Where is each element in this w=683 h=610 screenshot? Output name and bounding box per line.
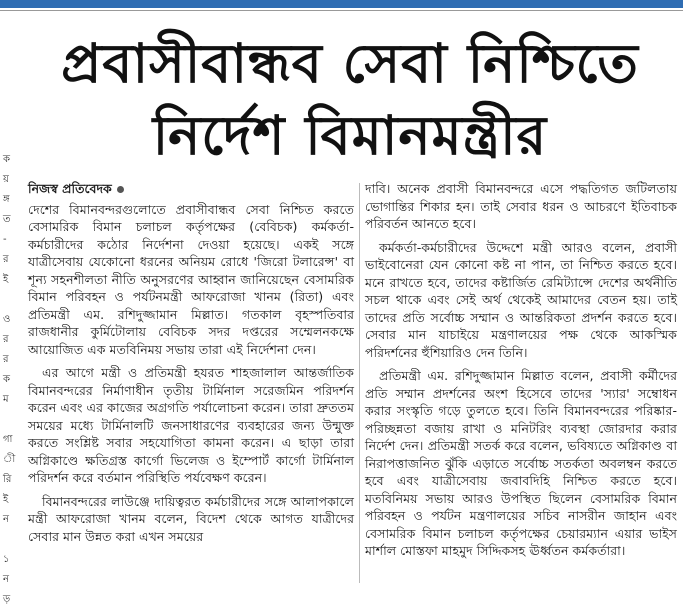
strip-fragment: ই (3, 274, 9, 285)
paragraph: প্রতিমন্ত্রী এম. রশিদুজ্জামান মিল্লাত বলেন, প্রবাসী কর্মীদের প্রতি সম্মান প্রদর্শনের অংশ হিসেবে তাদের 'স্যার' সম্বোধন করার সংস্কৃতি গড়ে তুলতে হবে। তিনি বিমানবন্দরের পরিষ্কার-পরিচ্ছন্নতা বজায় রাখা ও মনিটরিং ব্যবস্থা জোরদার করার নির্দেশ দেন। প্রতিমন্ত্রী সতর্ক করে বলেন, ভবিষ্যতে অগ্নিকাণ্ড বা নিরাপত্তাজনিত ঝুঁকি এড়াতে সর্বোচ্চ সতর্কতা অবলম্বন করতে হবে এবং যাত্রীসেবায় জবাবদিহি নিশ্চিত করতে হবে। মতবিনিময় সভায় আরও উপস্থিত ছিলেন বেসামরিক বিমান পরিবহন ও পর্যটন মন্ত্রণালয়ের সচিব নাসরীন জাহান এবং বেসামরিক বিমান চলাচল কর্তৃপক্ষের চেয়ারম্যান এয়ার ভাইস মার্শাল মোস্তফা মাহমুদ সিদ্দিকসহ ঊর্ধ্বতন কর্মকর্তারা। (365, 368, 677, 558)
strip-fragment: ও (3, 314, 11, 325)
strip-fragment: গা (3, 434, 13, 445)
top-rule (0, 10, 683, 11)
article-column-left (28, 180, 354, 585)
article-column-right (365, 180, 677, 585)
strip-fragment: ী (3, 454, 16, 465)
strip-fragment: র (3, 334, 9, 345)
strip-fragment: ১ (3, 554, 10, 565)
headline-line-2: নির্দেশ বিমানমন্ত্রীর (152, 104, 548, 167)
headline (30, 28, 670, 172)
strip-fragment: ম (3, 394, 9, 405)
strip-fragment: রি (3, 474, 12, 485)
strip-fragment: ন (3, 514, 9, 525)
strip-fragment: ত (3, 214, 11, 225)
strip-fragment (0, 290, 22, 310)
strip-fragment (0, 530, 22, 550)
byline-text: নিজস্ব প্রতিবেদক (28, 181, 112, 196)
byline-bullet-icon (117, 186, 124, 193)
paragraph: দাবি। অনেক প্রবাসী বিমানবন্দরে এসে পদ্ধতিগত জটিলতায় ভোগান্তির শিকার হন। তাই সেবার ধরন ও আচরণে ইতিবাচক পরিবর্তন আনতে হবে। (365, 181, 677, 231)
strip-fragment: - (3, 234, 7, 245)
column-divider (359, 183, 360, 583)
strip-fragment (0, 410, 22, 430)
strip-fragment: ই (3, 494, 9, 505)
strip-fragment: র (3, 354, 9, 365)
strip-fragment: ন (3, 574, 9, 585)
paragraph: কর্মকর্তা-কর্মচারীদের উদ্দেশে মন্ত্রী আরও বলেন, প্রবাসী ভাইবোনেরা যেন কোনো কষ্ট না পান, তা নিশ্চিত করতে হবে। মনে রাখতে হবে, তাদের কষ্টার্জিত রেমিট্যান্সে দেশের অর্থনীতি সচল থাকে এবং সেই অর্থ থেকেই আমাদের বেতন হয়। তাই তাদের প্রতি সর্বোচ্চ সম্মান ও আন্তরিকতা প্রদর্শন করতে হবে। সেবার মান যাচাইয়ে মন্ত্রণালয়ের পক্ষ থেকে আকস্মিক পরিদর্শনের হুঁশিয়ারিও দেন তিনি। (365, 239, 677, 360)
paragraph: বিমানবন্দরের লাউঞ্জে দায়িত্বরত কর্মচারীদের সঙ্গে আলাপকালে মন্ত্রী আফরোজা খানম বলেন, বিদেশ থেকে আগত যাত্রীদের সেবার মান উন্নত করা এখন সময়ের (28, 493, 354, 544)
strip-fragment: ঙ্গ (3, 194, 10, 205)
paragraph: দেশের বিমানবন্দরগুলোতে প্রবাসীবান্ধব সেবা নিশ্চিত করতে বেসামরিক বিমান চলাচল কর্তৃপক্ষের (বেবিচক) কর্মকর্তা-কর্মচারীদের কঠোর নির্দেশনা দেওয়া হয়েছে। একই সঙ্গে যাত্রীসেবায় যেকোনো ধরনের অনিয়ম রোধে 'জিরো টলারেন্স' বা শূন্য সহনশীলতা নীতি অনুসরণের আহ্বান জানিয়েছেন বেসামরিক বিমান পরিবহন ও পর্যটনমন্ত্রী আফরোজা খানম (রিতা) এবং প্রতিমন্ত্রী এম. রশিদুজ্জামান মিল্লাত। গতকাল বৃহস্পতিবার রাজধানীর কুর্মিটোলায় বেবিচক সদর দপ্তরের সম্মেলনকক্ষে আয়োজিত এক মতবিনিময় সভায় তারা এই নির্দেশনা দেন। (28, 201, 354, 357)
byline (28, 180, 354, 198)
strip-fragment: য় (3, 174, 9, 185)
top-color-bar (0, 0, 683, 8)
strip-fragment: ক (3, 154, 10, 165)
strip-fragment: ক (3, 374, 10, 385)
adjacent-column-fragment (0, 150, 22, 605)
strip-fragment: ড় (3, 594, 11, 605)
headline-line-1: প্রবাসীবান্ধব সেবা নিশ্চিতে (61, 32, 639, 95)
paragraph: এর আগে মন্ত্রী ও প্রতিমন্ত্রী হযরত শাহজালাল আন্তর্জাতিক বিমানবন্দরের নির্মাণাধীন তৃতীয় টার্মিনাল সরেজমিন পরিদর্শন করেন এবং এর কাজের অগ্রগতি পর্যালোচনা করেন। তারা দ্রুততম সময়ের মধ্যে টার্মিনালটি জনসাধারণের ব্যবহারের জন্য উন্মুক্ত করতে সংশ্লিষ্ট সবার সহযোগিতা কামনা করেন। এ ছাড়া তারা অগ্নিকাণ্ডে ক্ষতিগ্রস্ত কার্গো ভিলেজ ও ইম্পোর্ট কার্গো টার্মিনাল পরিদর্শন করে বর্তমান পরিস্থিতি পর্যবেক্ষণ করেন। (28, 365, 354, 485)
strip-fragment: র (3, 254, 9, 265)
